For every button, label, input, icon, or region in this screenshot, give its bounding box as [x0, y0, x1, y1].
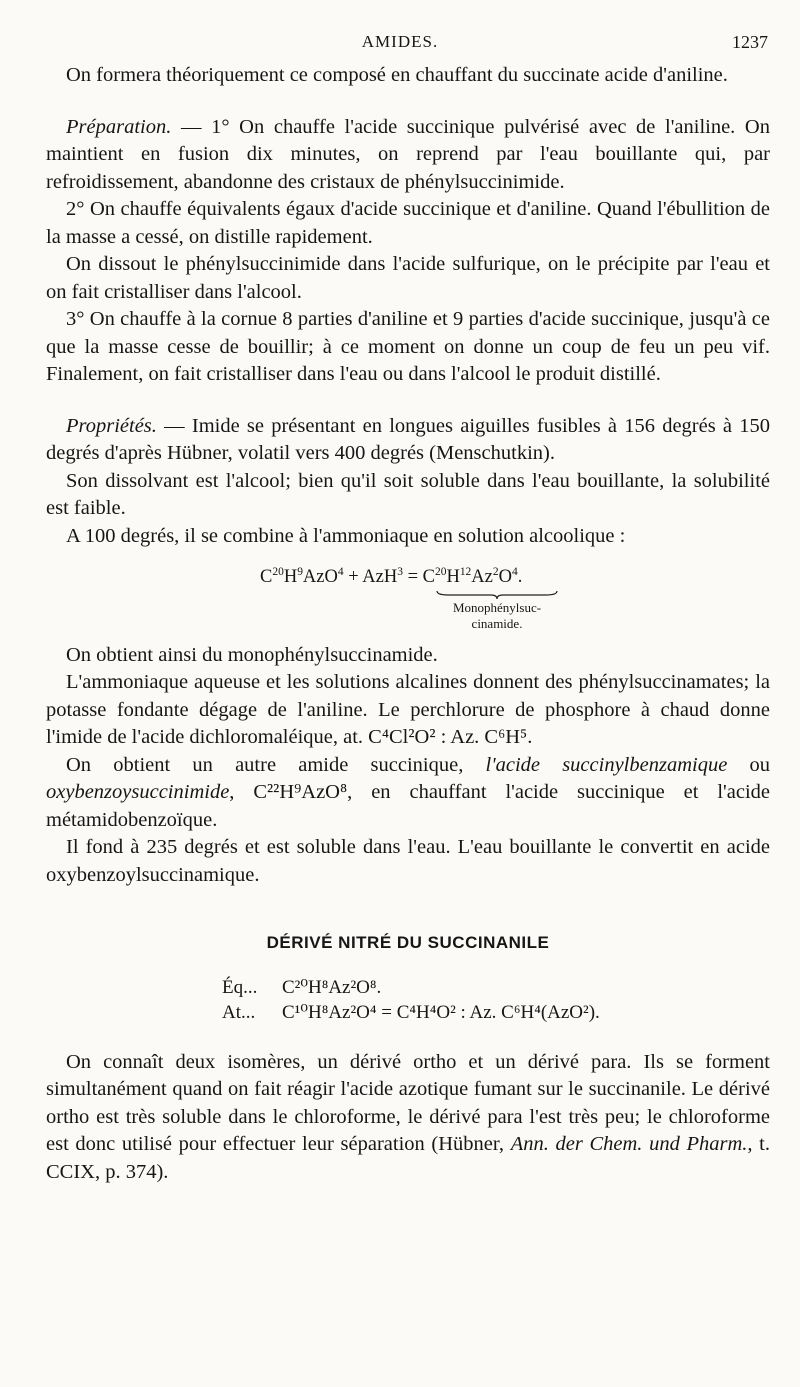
- page-number: 1237: [732, 32, 768, 52]
- intro-paragraph: On formera théoriquement ce composé en chauffant du succinate acide d'aniline.: [66, 64, 728, 86]
- running-title: AMIDES.: [361, 32, 439, 51]
- preparation-text-1: — 1° On chauffe l'acide succinique pulvérisé avec de l'aniline. On maintient en fusion dix minutes, on reprend par l'eau bouillante qui, par refroidissement, abandonne des cristaux de phénylsuccinimide.: [46, 115, 770, 193]
- equivalent-formula: Éq... C²⁰H⁸Az²O⁸.: [222, 976, 382, 998]
- running-header: [0, 32, 800, 56]
- alt-name: oxybenzoysuccinimide: [46, 781, 230, 803]
- preparation-paragraph-4: 3° On chauffe à la cornue 8 parties d'aniline et 9 parties d'acide succinique, jusqu'à ce que la masse cesse de bouillir; à ce moment on donne un coup de feu un peu vif. Finalement, on fait cristalliser dans l'eau ou dans l'alcool le produit distillé.: [46, 308, 770, 385]
- preparation-paragraph-3: On dissout le phénylsuccinimide dans l'acide sulfurique, on le précipite par l'eau et on fait cristalliser dans l'alcool.: [46, 253, 770, 303]
- properties-paragraph-1: [46, 413, 770, 468]
- equation-line: $C^{20}H^9AzO^4 + AzH^3 = C^{20}H^{12}Az^2O^4$.: [260, 566, 523, 587]
- after-equation-paragraph-3: On obtient un autre amide succinique, l'acide succinylbenzamique ou oxybenzoysuccinimide, C²²H⁹AzO⁸, en chauffant l'acide succinique et l'acide métamidobenzoïque.: [46, 753, 770, 831]
- properties-text-1: — Imide se présentant en longues aiguilles fusibles à 156 degrés à 150 degrés d'après Hübner, volatil vers 400 degrés (Menschutkin).: [46, 414, 770, 464]
- page-body: [46, 62, 770, 1186]
- atomic-formula: At... C¹⁰H⁸Az²O⁴ = C⁴H⁴O² : Az. C⁶H⁴(AzO²).: [222, 1001, 600, 1023]
- acid-name: l'acide succinylbenzamique: [485, 753, 728, 776]
- formula-block: [222, 975, 770, 1025]
- preparation-heading: Préparation.: [66, 115, 172, 138]
- after-equation-paragraph-1: On obtient ainsi du monophénylsuccinamide.: [66, 643, 438, 666]
- product-label: Monophénylsuc- cinamide.: [452, 599, 542, 631]
- properties-heading: Propriétés.: [66, 414, 157, 437]
- after-equation-paragraph-4: Il fond à 235 degrés et est soluble dans l'eau. L'eau bouillante le convertit en acide oxybenzoylsuccinamique.: [46, 836, 770, 886]
- section-paragraph: On connaît deux isomères, un dérivé ortho et un dérivé para. Ils se forment simultanément quand on fait réagir l'acide azotique fumant sur le succinanile. Le dérivé ortho est très soluble dans le chloroforme, le dérivé para l'est très peu; le chloroforme est donc utilisé pour effectuer leur séparation (Hübner, Ann. der Chem. und Pharm., t. CCIX, p. 374).: [46, 1050, 771, 1183]
- preparation-paragraph-2: 2° On chauffe équivalents égaux d'acide succinique et d'aniline. Quand l'ébullition de la masse a cessé, on distille rapidement.: [46, 198, 770, 248]
- properties-paragraph-3: A 100 degrés, il se combine à l'ammoniaque en solution alcoolique :: [66, 524, 626, 547]
- reaction-equation: [260, 564, 620, 632]
- preparation-paragraph-1: [46, 114, 770, 197]
- section-title: DÉRIVÉ NITRÉ DU SUCCINANILE: [266, 933, 550, 952]
- after-equation-paragraph-2: L'ammoniaque aqueuse et les solutions alcalines donnent des phénylsuccinamates; la potasse fondante dégage de l'aniline. Le perchlorure de phosphore à chaud donne l'imide de l'acide dichloromaléique, at. C⁴Cl²O² : Az. C⁶H⁵.: [46, 671, 770, 748]
- properties-paragraph-2: Son dissolvant est l'alcool; bien qu'il soit soluble dans l'eau bouillante, la solubilité est faible.: [46, 469, 770, 519]
- journal-reference: Ann. der Chem. und Pharm.: [510, 1133, 748, 1155]
